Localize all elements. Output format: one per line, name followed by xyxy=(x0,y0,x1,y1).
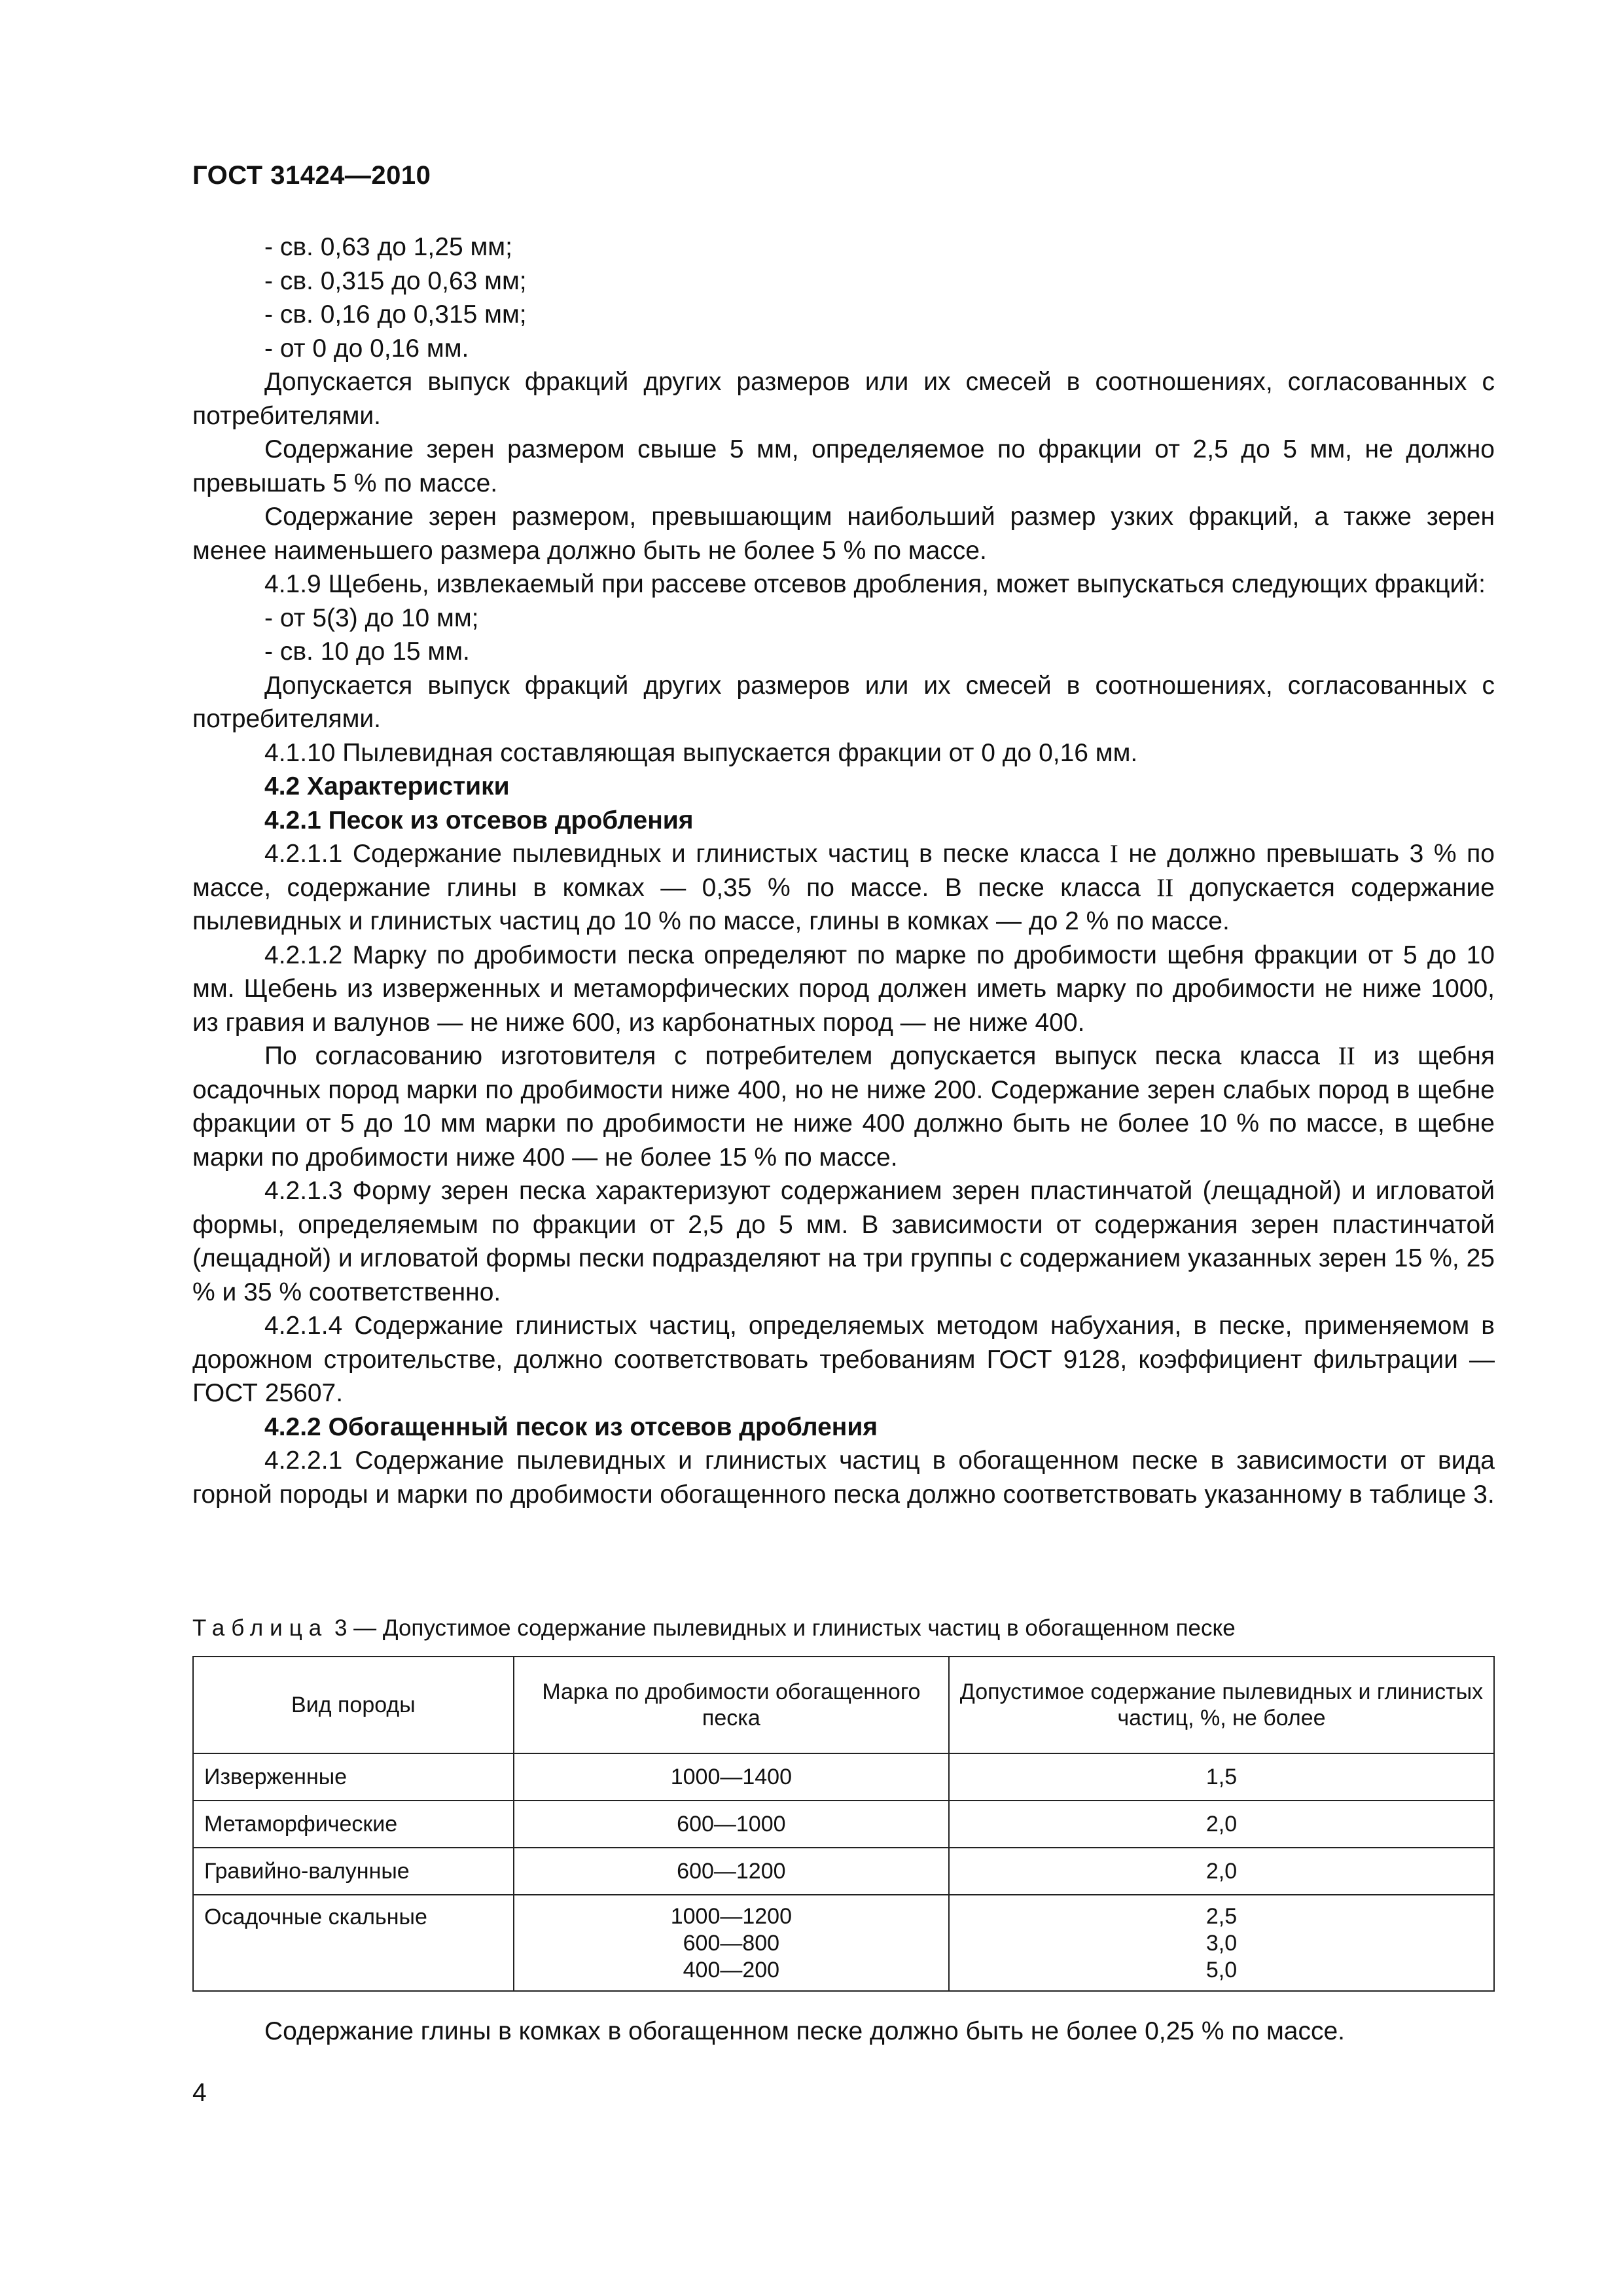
table-cell: Метаморфические xyxy=(193,1801,514,1848)
list-item: - св. 0,63 до 1,25 мм; xyxy=(264,233,512,261)
text-run: допускается содержание пылевидных и глинистых частиц до 10 % по массе, глины в комках — до 2 % по массе. xyxy=(192,873,1495,935)
table-row xyxy=(193,1848,1494,1895)
paragraph: Содержание зерен размером свыше 5 мм, определяемое по фракции от 2,5 до 5 мм, не должно превышать 5 % по массе. xyxy=(192,435,1495,497)
paragraph: 4.2.1.4 Содержание глинистых частиц, определяемых методом набухания, в песке, применяемом в дорожном строительстве, должно соответствовать требованиям ГОСТ 9128, коэффициент фильтрации — ГОСТ 25607. xyxy=(192,1312,1495,1407)
text-run: из щебня осадочных пород марки по дробимости ниже 400, но не ниже 200. Содержание зерен слабых пород в щебне фракции от 5 до 10 мм марки по дробимости не ниже 400 должно быть не более 10 % по массе, в щебне марки по дробимости ниже 400 — не более 15 % по массе. xyxy=(192,1042,1495,1172)
table-header-row xyxy=(193,1657,1494,1753)
paragraph: 4.1.9 Щебень, извлекаемый при рассеве отсевов дробления, может выпускаться следующих фракций: xyxy=(264,570,1486,598)
list-item: - от 5(3) до 10 мм; xyxy=(264,603,479,632)
table-cell: 2,0 xyxy=(949,1848,1494,1895)
table-cell: Осадочные скальные xyxy=(193,1895,514,1991)
paragraph xyxy=(192,1039,1495,1174)
subsection-heading: 4.2.1 Песок из отсевов дробления xyxy=(264,806,694,834)
list-item: - св. 0,315 до 0,63 мм; xyxy=(264,266,527,295)
class-numeral: I xyxy=(1109,840,1118,868)
subsection-heading: 4.2.2 Обогащенный песок из отсевов дробления xyxy=(264,1412,878,1441)
table-cell: Изверженные xyxy=(193,1753,514,1801)
paragraph: 4.2.1.2 Марку по дробимости песка определяют по марке по дробимости щебня фракции от 5 до 10 мм. Щебень из изверженных и метаморфических пород должен иметь марку по дробимости не ниже 1000, из гравия и валунов — не ниже 600, из карбонатных пород — не ниже 400. xyxy=(192,941,1495,1037)
table-row xyxy=(193,1753,1494,1801)
table-cell: Гравийно-валунные xyxy=(193,1848,514,1895)
table-cell: 1,5 xyxy=(949,1753,1494,1801)
paragraph xyxy=(192,837,1495,939)
list-item: - св. 10 до 15 мм. xyxy=(264,637,470,666)
list-item: - от 0 до 0,16 мм. xyxy=(264,334,469,363)
text-run: не должно превышать 3 % по массе, содержание глины в комках — 0,35 % по массе. В песке класса xyxy=(192,840,1495,902)
table-cell: 2,0 xyxy=(949,1801,1494,1848)
paragraph: 4.2.1.3 Форму зерен песка характеризуют содержанием зерен пластинчатой (лещадной) и игловатой формы, определяемым по фракции от 2,5 до 5 мм. В зависимости от содержания зерен пластинчатой (лещадной) и игловатой формы пески подразделяют на три группы с содержанием указанных зерен 15 %, 25 % и 35 % соответственно. xyxy=(192,1177,1495,1306)
cell-line: 1000—1200 xyxy=(670,1904,792,1929)
table-caption xyxy=(192,1615,1236,1641)
caption-label: Таблица xyxy=(192,1615,329,1641)
paragraph: Содержание глины в комках в обогащенном песке должно быть не более 0,25 % по массе. xyxy=(264,2017,1346,2045)
document-header: ГОСТ 31424—2010 xyxy=(192,161,431,190)
cell-line: 3,0 xyxy=(1205,1931,1238,1956)
cell-line: 600—800 xyxy=(683,1931,780,1956)
column-header: Марка по дробимости обогащенного песка xyxy=(514,1657,949,1753)
text-run: По согласованию изготовителя с потребителем допускается выпуск песка класса xyxy=(264,1042,1338,1070)
table-cell xyxy=(949,1895,1494,1991)
table-3 xyxy=(192,1656,1495,1992)
paragraph: Допускается выпуск фракций других размеров или их смесей в соотношениях, согласованных с потребителями. xyxy=(192,368,1495,430)
list-item: - св. 0,16 до 0,315 мм; xyxy=(264,300,527,329)
text-run: 4.2.1.1 Содержание пылевидных и глинистых частиц в песке класса xyxy=(264,840,1110,868)
column-header: Допустимое содержание пылевидных и глинистых частиц, %, не более xyxy=(949,1657,1494,1753)
paragraph: 4.1.10 Пылевидная составляющая выпускается фракции от 0 до 0,16 мм. xyxy=(264,738,1138,767)
column-header: Вид породы xyxy=(193,1657,514,1753)
cell-line: 400—200 xyxy=(683,1958,780,1982)
table-row xyxy=(193,1801,1494,1848)
table-cell: 600—1200 xyxy=(514,1848,949,1895)
table-cell xyxy=(514,1895,949,1991)
class-numeral: II xyxy=(1156,873,1174,902)
paragraph: Допускается выпуск фракций других размеров или их смесей в соотношениях, согласованных с потребителями. xyxy=(192,671,1495,733)
table-cell: 600—1000 xyxy=(514,1801,949,1848)
caption-text: 3 — Допустимое содержание пылевидных и глинистых частиц в обогащенном песке xyxy=(328,1615,1236,1641)
table-cell: 1000—1400 xyxy=(514,1753,949,1801)
class-numeral: II xyxy=(1338,1042,1355,1070)
paragraph: 4.2.2.1 Содержание пылевидных и глинистых частиц в обогащенном песке в зависимости от вида горной породы и марки по дробимости обогащенного песка должно соответствовать указанному в таблице 3. xyxy=(192,1446,1495,1509)
table-row xyxy=(193,1895,1494,1991)
body-text xyxy=(192,230,1495,1511)
cell-line: 5,0 xyxy=(1205,1958,1238,1982)
paragraph: Содержание зерен размером, превышающим наибольший размер узких фракций, а также зерен менее наименьшего размера должно быть не более 5 % по массе. xyxy=(192,503,1495,565)
cell-line: 2,5 xyxy=(1205,1904,1238,1929)
section-heading: 4.2 Характеристики xyxy=(264,772,510,800)
page-number: 4 xyxy=(192,2079,207,2107)
